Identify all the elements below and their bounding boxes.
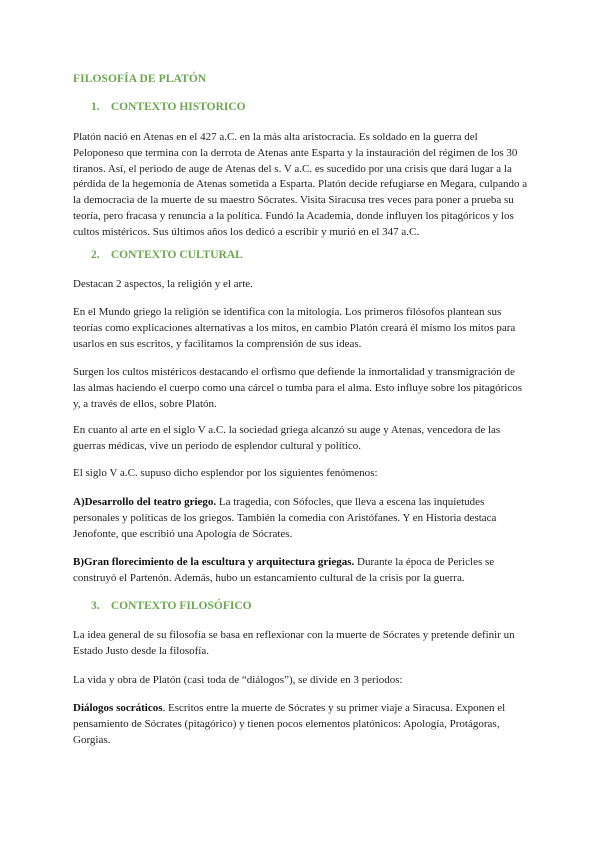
- section-label: CONTEXTO HISTORICO: [110, 101, 246, 113]
- paragraph-dialogos: [73, 701, 528, 748]
- paragraph-filosofico-intro: La idea general de su filosofía se basa en reflexionar con la muerte de Sócrates y pretende definir un Estado Justo desde la filosofía.: [73, 629, 515, 657]
- section-number: 1.: [91, 101, 100, 113]
- document-title: FILOSOFÍA DE PLATÓN: [73, 73, 207, 85]
- section-heading-historico: [91, 101, 246, 113]
- escultura-heading: B)Gran florecimiento de la escultura y arquitectura griegas.: [73, 556, 355, 568]
- section-label: CONTEXTO CULTURAL: [110, 249, 243, 261]
- section-number: 3.: [91, 600, 100, 612]
- paragraph-historico: Platón nació en Atenas en el 427 a.C. en la más alta aristocracia. Es soldado en la guerra del Peloponeso que termina con la derrota de Atenas ante Esparta y la instauración del régimen de los 30 tiranos. Así, el periodo de auge de Atenas del s. V a.C. es sucedido por una crisis que dará lugar a la pérdida de la hegemonía de Atenas sometida a Esparta. Platón decide refugiarse en Megara, culpando a la democracia de la muerte de su maestro Sócrates. Visita Siracusa tres veces para poner a prueba su teoría, pero fracasa y renuncia a la política. Fundó la Academia, donde influyen los pitagóricos y los cultos mistéricos. Sus últimos años los dedicó a escribir y murió en el 347 a.C.: [73, 131, 528, 238]
- paragraph-periodos: La vida y obra de Platón (casi toda de “diálogos”), se divide en 3 periodos:: [73, 674, 403, 686]
- teatro-heading: A)Desarrollo del teatro griego.: [73, 496, 217, 508]
- section-heading-cultural: [91, 249, 243, 261]
- paragraph-cultos: Surgen los cultos mistéricos destacando el orfismo que defiende la inmortalidad y transmigración de las almas haciendo el cuerpo como una cárcel o tumba para el alma. Esto influye sobre los pitagóricos y, a través de ellos, sobre Platón.: [73, 366, 523, 410]
- escultura-text: Durante la época de Pericles se construyó el Partenón. Además, hubo un estancamiento cultural de la crisis por la guerra.: [73, 556, 495, 584]
- paragraph-escultura: [73, 555, 528, 587]
- paragraph-esplendor: El siglo V a.C. supuso dicho esplendor por los siguientes fenómenos:: [73, 467, 378, 479]
- dialogos-heading: Diálogos socráticos: [73, 702, 163, 714]
- paragraph-cultural-intro: Destacan 2 aspectos, la religión y el arte.: [73, 278, 253, 290]
- paragraph-arte: En cuanto al arte en el siglo V a.C. la sociedad griega alcanzó su auge y Atenas, vencedora de las guerras médicas, vive un periodo de esplendor cultural y político.: [73, 424, 501, 452]
- section-label: CONTEXTO FILOSÓFICO: [110, 600, 252, 612]
- section-heading-filosofico: [91, 600, 252, 612]
- dialogos-text: . Escritos entre la muerte de Sócrates y su primer viaje a Siracusa. Exponen el pensamiento de Sócrates (pitagórico) y tienen pocos elementos platónicos: Apología, Protágoras, Gorgias.: [73, 702, 506, 746]
- paragraph-religion: En el Mundo griego la religión se identifica con la mitología. Los primeros filósofos plantean sus teorías como explicaciones alternativas a los mitos, en cambio Platón creará él mismo los mitos para usarlos en sus escritos, y facilitamos la comprensión de sus ideas.: [73, 306, 516, 350]
- section-number: 2.: [91, 249, 100, 261]
- paragraph-teatro: [73, 495, 528, 542]
- teatro-text: La tragedia, con Sófocles, que lleva a escena las inquietudes personales y políticas de los griegos. También la comedia con Aristófanes. Y en Historia destaca Jenofonte, que escribió una Apología de Sócrates.: [73, 496, 497, 540]
